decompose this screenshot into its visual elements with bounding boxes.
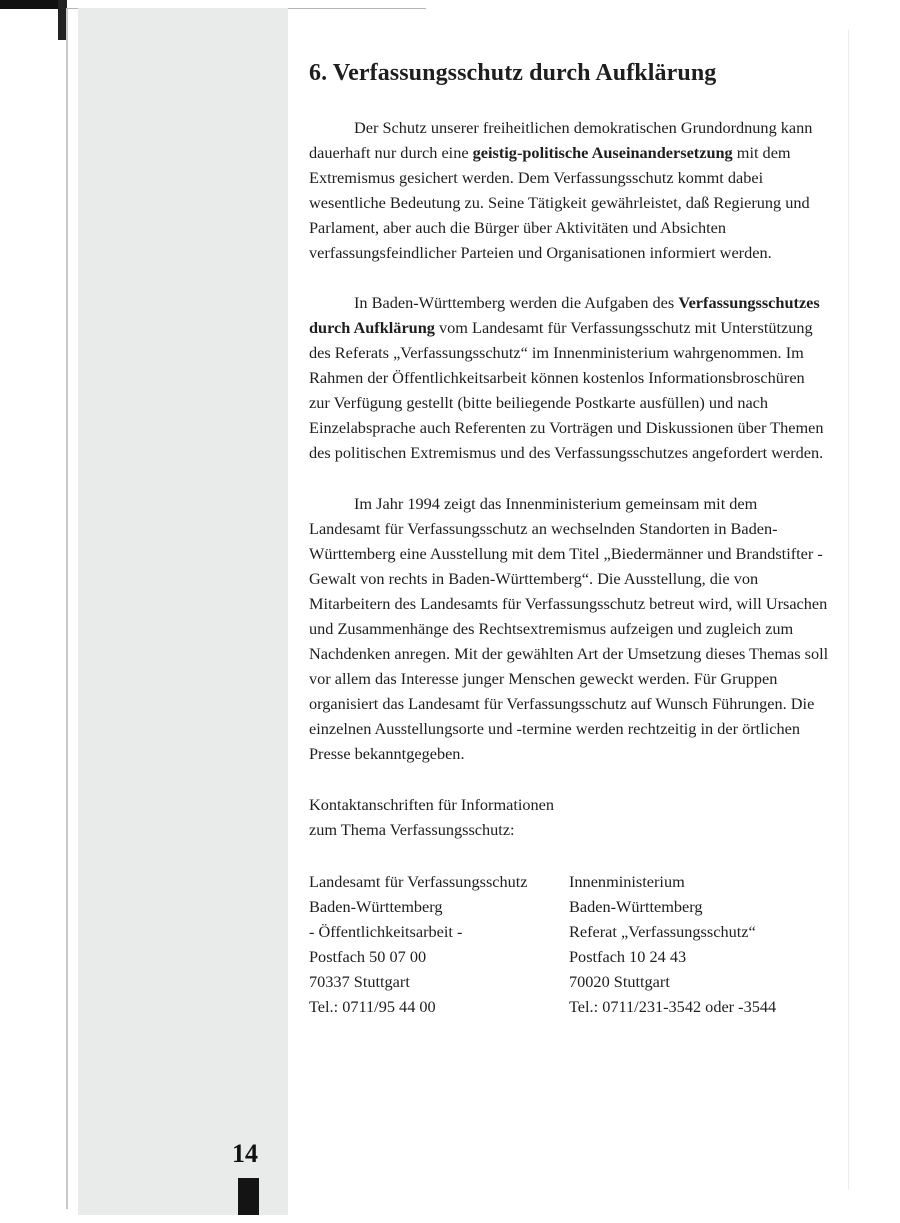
main-content [309,56,829,1019]
paragraph-2-text-end: vom Landesamt für Verfassungsschutz mit Unterstützung des Referats „Verfassungsschutz“ im Innenministerium wahrgenommen. Im Rahmen der Öffentlichkeitsarbeit können kostenlos Informationsbroschüren zur Verfügung gestellt (bitte beiliegende Postkarte ausfüllen) und nach Einzelabsprache auch Referenten zu Vorträgen und Diskussionen über Themen des politischen Extremismus und des Verfassungsschutzes angefordert werden. [309,318,824,462]
section-heading: 6. Verfassungsschutz durch Aufklärung [309,60,717,86]
paragraph-1-emphasis: geistig-politische Auseinandersetzung [472,143,733,162]
address-line: - Öffentlichkeitsarbeit - [309,922,463,941]
paragraph-1-text-end: mit dem Extremismus gesichert werden. Dem Verfassungsschutz kommt dabei wesentliche Bedeutung zu. Seine Tätigkeit gewährleistet, daß Regierung und Parlament, aber auch die Bürger über Aktivitäten und Absichten verfassungsfeindlicher Parteien und Organisationen informiert werden. [309,143,810,262]
address-phone: Tel.: 0711/95 44 00 [309,997,436,1016]
paragraph-2-emphasis: Verfassungsschutzes durch Aufklärung [309,293,820,337]
fold-line [848,30,849,1190]
address-line: 70020 Stuttgart [569,972,670,991]
page-number: 14 [232,1139,258,1168]
scan-edge-bar [0,0,64,9]
address-line: Postfach 50 07 00 [309,947,427,966]
address-phone: Tel.: 0711/231-3542 oder -3544 [569,997,777,1016]
address-line: Innenministerium [569,872,685,891]
paragraph-2 [309,290,829,465]
contact-intro-line-1: Kontaktanschriften für Informationen [309,795,555,814]
page-edge-line [66,9,68,1209]
paragraph-2-text: In Baden-Württemberg werden die Aufgaben des [354,293,679,312]
address-line: Referat „Verfassungsschutz“ [569,922,756,941]
address-block [309,869,829,1019]
address-innenministerium [569,869,829,1019]
address-line: Baden-Württemberg [569,897,703,916]
contact-intro [309,792,829,842]
paragraph-3: Im Jahr 1994 zeigt das Innenministerium gemeinsam mit dem Landesamt für Verfassungsschutz an wechselnden Standorten in Baden-Württemberg eine Ausstellung mit dem Titel „Biedermänner und Brandstifter - Gewalt von rechts in Baden-Württemberg“. Die Ausstellung, die von Mitarbeitern des Landesamts für Verfassungsschutz betreut wird, will Ursachen und Zusammenhänge des Rechtsextremismus aufzeigen und zugleich zum Nachdenken anregen. Mit der gewählten Art der Umsetzung dieses Themas soll vor allem das Interesse junger Menschen geweckt werden. Für Gruppen organisiert das Landesamt für Verfassungsschutz auf Wunsch Führungen. Die einzelnen Ausstellungsorte und -termine werden rechtzeitig in der örtlichen Presse bekanntgegeben. [309,494,829,763]
page-marker [238,1178,259,1215]
paragraph-1-text: Der Schutz unserer freiheitlichen demokratischen Grundordnung kann dauerhaft nur durch eine [309,118,813,162]
address-landesamt [309,869,569,1019]
address-line: 70337 Stuttgart [309,972,410,991]
contact-intro-line-2: zum Thema Verfassungsschutz: [309,820,515,839]
address-line: Postfach 10 24 43 [569,947,687,966]
address-line: Landesamt für Verfassungsschutz [309,872,528,891]
address-line: Baden-Württemberg [309,897,443,916]
paragraph-1 [309,115,829,265]
gray-sidebar [78,8,288,1215]
